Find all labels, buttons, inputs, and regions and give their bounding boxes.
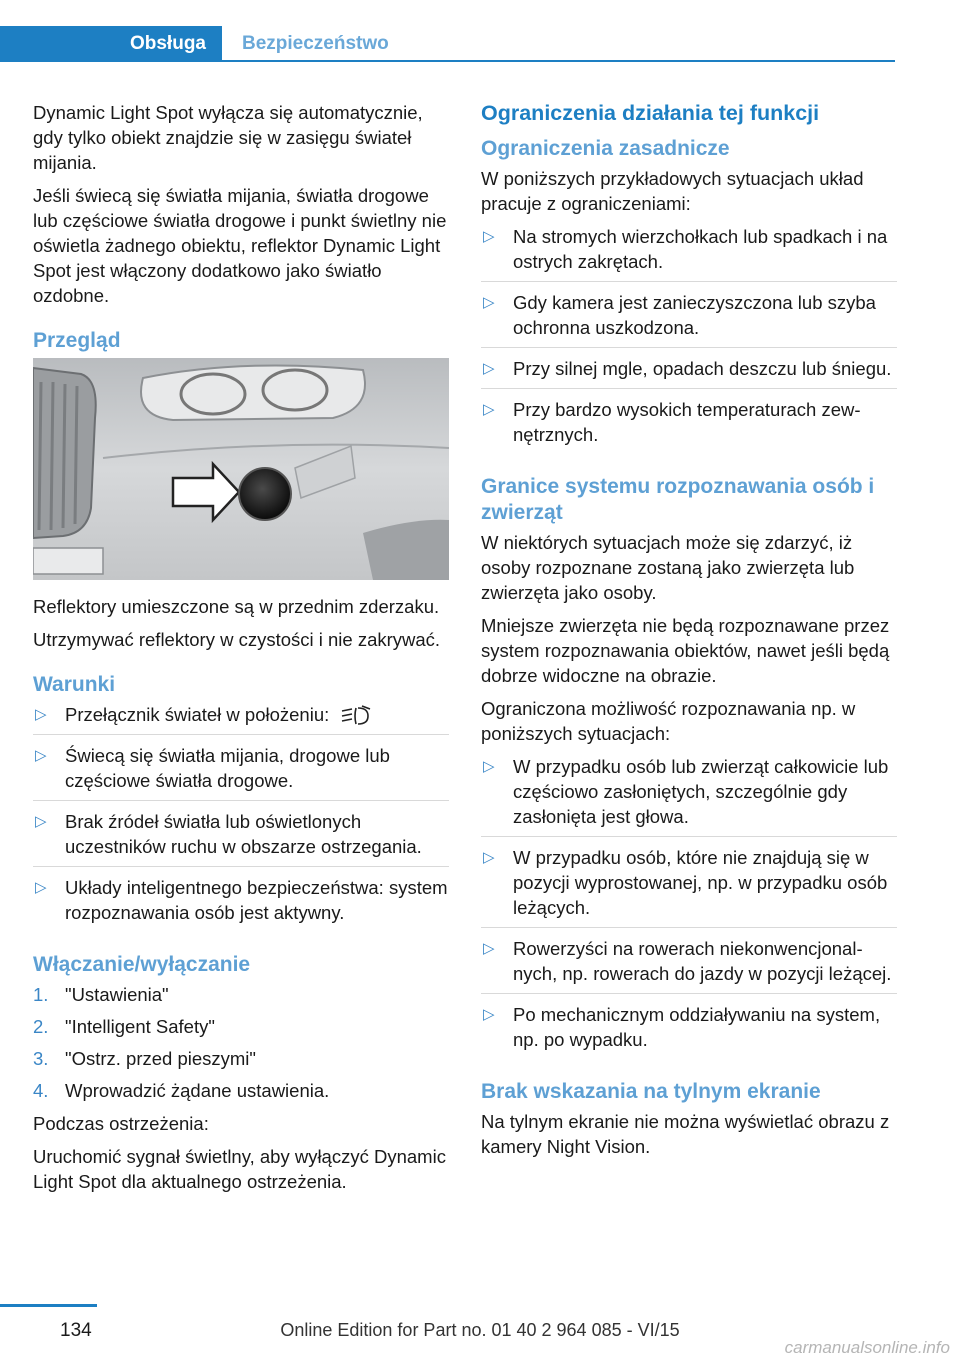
- headlight-figure: [33, 358, 449, 580]
- step-item: [33, 1014, 449, 1039]
- step-text: Wprowadzić żądane ustawienia.: [65, 1080, 330, 1102]
- warning-label: Podczas ostrzeżenia:: [33, 1113, 209, 1135]
- page-number: 134: [60, 1320, 92, 1341]
- caption-2: Utrzymywać reflektory w czystości i nie zakrywać.: [33, 629, 441, 650]
- onoff-heading: Włączanie/wyłączanie: [33, 953, 251, 977]
- dynamic-light-spot-lamp: [239, 468, 291, 520]
- detection-paragraph-3: Ograniczona możliwość rozpoznawania np. w poniższych sytuacjach:: [481, 698, 856, 744]
- list-item: [33, 809, 449, 867]
- header-rule: [0, 60, 895, 62]
- list-item: [481, 397, 897, 454]
- triangle-bullet-icon: ▷: [483, 758, 495, 775]
- list-item-text: Po mechanicznym oddziaływaniu na system, np. po wypadku.: [513, 1004, 881, 1050]
- right-column: [481, 100, 897, 1167]
- triangle-bullet-icon: ▷: [35, 706, 47, 723]
- detection-limits-list: [481, 754, 897, 1059]
- step-text: "Intelligent Safety": [65, 1016, 215, 1038]
- header-bar: [0, 0, 960, 64]
- list-item-text: Na stromych wierzchołkach lub spadkach i na ostrych zakrętach.: [513, 226, 888, 272]
- conditions-heading: Warunki: [33, 673, 116, 696]
- triangle-bullet-icon: ▷: [35, 813, 47, 831]
- step-text: "Ustawienia": [65, 984, 169, 1006]
- triangle-bullet-icon: ▷: [483, 401, 495, 418]
- step-item: [33, 982, 449, 1007]
- steps-list: [33, 982, 449, 1103]
- headlight-housing: [141, 366, 365, 421]
- detection-paragraph-2: Mniejsze zwierzęta nie będą rozpoznawane przez system rozpoznawania obiektów, nawet jeśli będą dobrze widoczne na obrazie.: [481, 615, 890, 686]
- list-item: [481, 1002, 897, 1059]
- list-item-text: Świecą się światła mijania, drogowe lub częściowe światła drogowe.: [65, 745, 390, 792]
- list-item: [481, 290, 897, 348]
- list-item-text: Przełącznik świateł w położeniu:: [65, 704, 330, 725]
- footer-rule: [0, 1304, 97, 1307]
- triangle-bullet-icon: ▷: [483, 849, 495, 866]
- triangle-bullet-icon: ▷: [35, 747, 47, 765]
- list-item: [481, 356, 897, 389]
- list-item-text: Brak źródeł światła lub oświetlonych uczestników ruchu w obszarze ostrzegania.: [65, 811, 422, 858]
- edition-footer: Online Edition for Part no. 01 40 2 964 085 - VI/15: [280, 1320, 680, 1340]
- auto-headlight-switch-icon: [340, 705, 378, 727]
- caption-1: Reflektory umieszczone są w przednim zderzaku.: [33, 596, 440, 617]
- step-number: 4.: [33, 1080, 49, 1102]
- triangle-bullet-icon: ▷: [35, 879, 47, 897]
- left-column: [33, 100, 449, 1202]
- list-item: [33, 702, 449, 735]
- tab-obsluga[interactable]: Obsługa: [0, 26, 222, 61]
- step-number: 1.: [33, 984, 49, 1006]
- triangle-bullet-icon: ▷: [483, 1006, 495, 1023]
- tab-bezpieczenstwo[interactable]: Bezpieczeństwo: [242, 32, 389, 54]
- intro-paragraph-1: Dynamic Light Spot wyłącza się automatycznie, gdy tylko obiekt znajdzie się w zasięgu świateł mijania.: [33, 102, 423, 173]
- detection-paragraph-1: W niektórych sytuacjach może się zdarzyć, iż osoby rozpoznane zostaną jako zwierzęta lub zwierzęta jako osoby.: [481, 532, 855, 603]
- list-item: [33, 875, 449, 932]
- list-item-text: Przy silnej mgle, opadach deszczu lub śniegu.: [513, 358, 892, 379]
- triangle-bullet-icon: ▷: [483, 360, 495, 377]
- list-item: [481, 936, 897, 994]
- detection-limits-heading: Granice systemu rozpoznawania osób i zwierząt: [481, 475, 875, 524]
- overview-heading: Przegląd: [33, 329, 121, 352]
- list-item-text: Gdy kamera jest zanieczyszczona lub szyba ochronna uszkodzona.: [513, 292, 876, 338]
- list-item-text: Rowerzyści na rowerach niekonwencjonalnych, np. rowerach do jazdy w pozycji leżącej.: [513, 938, 892, 984]
- basic-limits-list: [481, 224, 897, 454]
- watermark: carmanualsonline.info: [784, 1338, 950, 1357]
- step-item: [33, 1046, 449, 1071]
- list-item: [481, 754, 897, 837]
- conditions-list: [33, 702, 449, 932]
- step-item: [33, 1078, 449, 1103]
- basic-limits-heading: Ograniczenia zasadnicze: [481, 137, 730, 160]
- list-item-text: Przy bardzo wysokich temperaturach zewnętrznych.: [513, 399, 861, 445]
- intro-paragraph-2: Jeśli świecą się światła mijania, światła drogowe lub częściowe światła drogowe i punkt świetlny nie oświetla żadnego obiektu, reflektor Dynamic Light Spot jest włączony dodatkowo jako światło ozdobne.: [33, 185, 447, 306]
- triangle-bullet-icon: ▷: [483, 294, 495, 311]
- fog-light-slot: [33, 548, 103, 574]
- list-item: [481, 224, 897, 282]
- list-item-text: Układy inteligentnego bezpieczeństwa: system rozpoznawania osób jest aktywny.: [65, 877, 448, 924]
- limits-heading: Ograniczenia działania tej funkcji: [481, 101, 820, 125]
- triangle-bullet-icon: ▷: [483, 228, 495, 245]
- list-item: [481, 845, 897, 928]
- rear-screen-text: Na tylnym ekranie nie można wyświetlać obrazu z kamery Night Vision.: [481, 1111, 890, 1157]
- step-number: 3.: [33, 1048, 49, 1070]
- rear-screen-heading: Brak wskazania na tylnym ekranie: [481, 1080, 821, 1103]
- basic-limits-intro: W poniższych przykładowych sytuacjach układ pracuje z ograniczeniami:: [481, 168, 864, 214]
- step-text: "Ostrz. przed pieszymi": [65, 1048, 256, 1070]
- list-item: [33, 743, 449, 801]
- list-item-text: W przypadku osób lub zwierząt całkowicie lub częściowo zasłoniętych, szczególnie gdy zasłonięta jest głowa.: [513, 756, 889, 827]
- triangle-bullet-icon: ▷: [483, 940, 495, 957]
- step-number: 2.: [33, 1016, 49, 1038]
- warning-text: Uruchomić sygnał świetlny, aby wyłączyć Dynamic Light Spot dla aktualnego ostrzeżenia.: [33, 1146, 446, 1193]
- list-item-text: W przypadku osób, które nie znajdują się w pozycji wyprostowanej, np. w przypadku osób leżących.: [513, 847, 888, 918]
